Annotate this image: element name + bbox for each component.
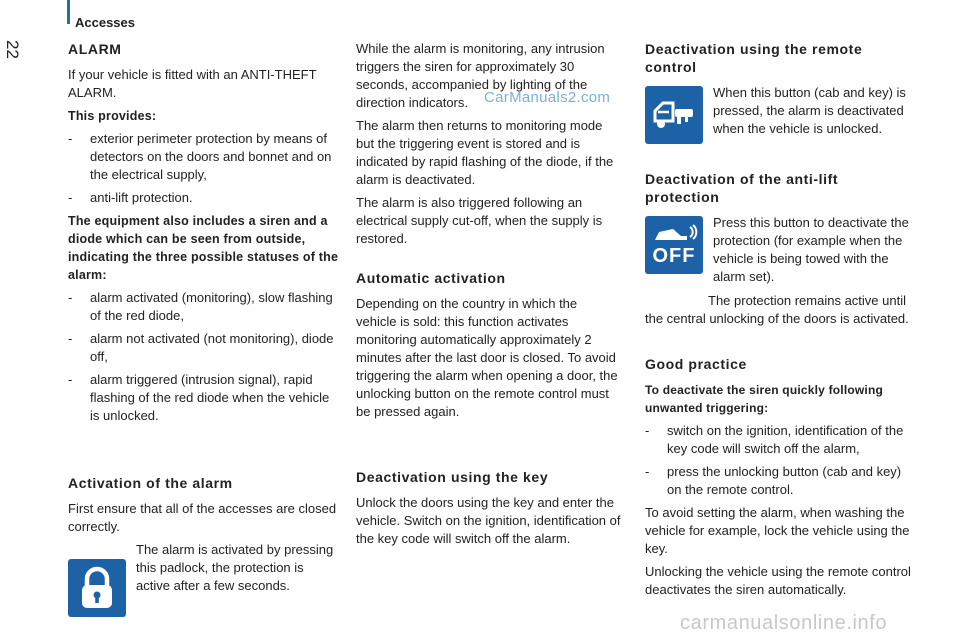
activation-paragraph: First ensure that all of the accesses are closed correctly. [68,501,337,534]
off-label: OFF [652,245,696,267]
monitoring-paragraph-3: The alarm is also triggered following an electrical supply cut-off, when the supply is restored. [356,195,603,246]
list-item: - alarm activated (monitoring), slow flashing of the red diode, [68,289,340,325]
watermark-footer[interactable]: carmanualsonline.info [680,612,888,634]
section-title: Accesses [75,15,135,30]
remote-description: When this button (cab and key) is pressed, the alarm is deactivated when the vehicle is unlocked. [713,85,906,136]
column-left [68,40,340,623]
antilift-description: Press this button to deactivate the protection (for example when the vehicle is being towed with the alarm set). [713,215,909,284]
good-practice-subtitle: To deactivate the siren quickly following unwanted triggering: [645,383,884,415]
good-practice-list [645,422,917,499]
padlock-instruction [68,541,340,617]
automatic-heading: Automatic activation [356,270,506,286]
list-item: - exterior perimeter protection by means of detectors on the doors and bonnet and on the electrical supply, [68,130,340,184]
list-item: - alarm triggered (intrusion signal), rapid flashing of the red diode when the vehicle is unlocked. [68,371,340,425]
remote-heading: Deactivation using the remote control [645,41,863,75]
provides-list [68,130,340,207]
list-item: - anti-lift protection. [68,189,340,207]
column-right [645,40,917,604]
activation-heading: Activation of the alarm [68,475,233,491]
section-marker-bar [67,0,70,24]
antilift-heading: Deactivation of the anti-lift protection [645,171,839,205]
list-item: - alarm not activated (not monitoring), diode off, [68,330,340,366]
key-paragraph: Unlock the doors using the key and enter the vehicle. Switch on the ignition, identification of the key code will switch off the alarm. [356,495,621,546]
good-practice-paragraph-1: To avoid setting the alarm, when washing the vehicle for example, lock the vehicle using the key. [645,505,910,556]
monitoring-paragraph-1: While the alarm is monitoring, any intrusion triggers the siren for approximately 30 seconds, accompanied by lighting of the direction indicators. [356,41,605,110]
list-item: - switch on the ignition, identification of the key code will switch off the alarm, [645,422,917,458]
antilift-instruction [645,214,917,286]
padlock-description: The alarm is activated by pressing this padlock, the protection is active after a few seconds. [136,542,334,593]
remote-instruction [645,84,917,144]
status-list [68,289,340,425]
good-practice-paragraph-2: Unlocking the vehicle using the remote control deactivates the siren automatically. [645,564,911,597]
automatic-paragraph: Depending on the country in which the vehicle is sold: this function activates monitoring automatically approximately 2 minutes after the last door is closed. To avoid triggering the alarm when opening a door, the unlocking button on the remote control must be pressed again. [356,296,618,419]
equipment-paragraph: The equipment also includes a siren and a diode which can be seen from outside, indicating the three possible statuses of the alarm: [68,214,339,282]
alarm-heading: ALARM [68,41,122,57]
cab-key-icon [645,86,703,144]
padlock-icon [68,559,126,617]
anti-lift-off-icon [645,216,703,274]
provides-label: This provides: [68,109,157,123]
page-number: 22 [3,40,22,59]
column-middle [356,40,621,553]
alarm-intro: If your vehicle is fitted with an ANTI-THEFT ALARM. [68,67,317,100]
monitoring-paragraph-2: The alarm then returns to monitoring mode but the triggering event is stored and is indicated by rapid flashing of the diode, if the alarm is deactivated. [356,118,614,187]
good-practice-heading: Good practice [645,356,747,372]
key-heading: Deactivation using the key [356,469,549,485]
list-item: - press the unlocking button (cab and key) on the remote control. [645,463,917,499]
antilift-paragraph: The protection remains active until the central unlocking of the doors is activated. [645,293,909,326]
watermark-text[interactable]: CarManuals2.com [484,89,611,106]
